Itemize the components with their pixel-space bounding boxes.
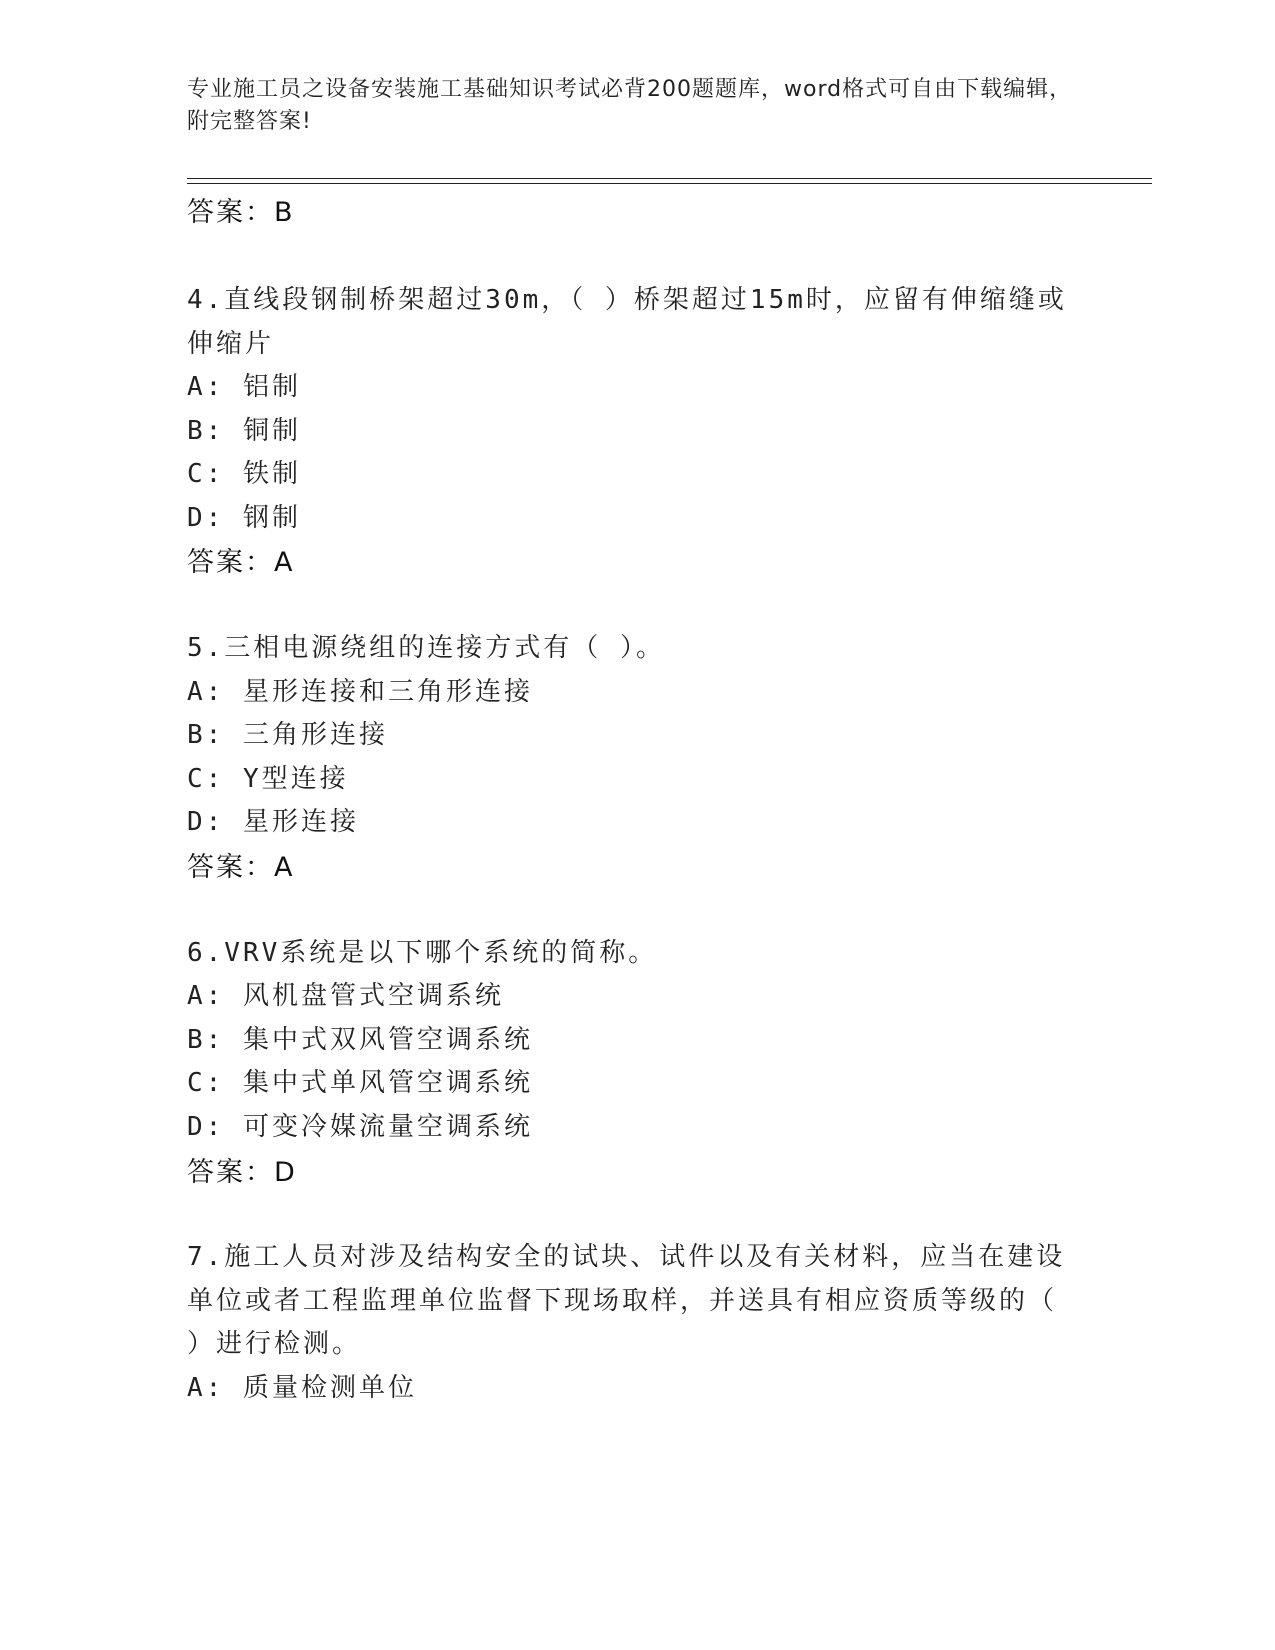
- option-line: D: 星形连接: [187, 807, 359, 837]
- answer-line: 答案：B: [187, 197, 295, 228]
- question-line: 6.VRV系统是以下哪个系统的简称。: [187, 938, 658, 968]
- answer-line: 答案：A: [187, 547, 295, 578]
- option-line: B: 铜制: [187, 416, 301, 446]
- option-line: D: 钢制: [187, 503, 301, 533]
- question-line: 7.施工人员对涉及结构安全的试块、试件以及有关材料，应当在建设: [187, 1242, 1066, 1272]
- question-line: 5.三相电源绕组的连接方式有（ ）。: [187, 633, 665, 663]
- option-line: A: 铝制: [187, 372, 301, 402]
- option-line: D: 可变冷媒流量空调系统: [187, 1112, 533, 1142]
- option-line: B: 集中式双风管空调系统: [187, 1025, 533, 1055]
- option-line: C: Y型连接: [187, 764, 349, 794]
- answer-line: 答案：A: [187, 852, 295, 883]
- header-divider-bottom: [187, 183, 1152, 184]
- question-line: ）进行检测。: [187, 1329, 362, 1359]
- option-line: B: 三角形连接: [187, 720, 388, 750]
- option-line: A: 风机盘管式空调系统: [187, 981, 504, 1011]
- page-header: 专业施工员之设备安装施工基础知识考试必背200题题库，word格式可自由下载编辑，附完整答案!: [187, 77, 1073, 134]
- header-divider-top: [187, 178, 1152, 179]
- answer-line: 答案：D: [187, 1157, 297, 1188]
- question-line: 4.直线段钢制桥架超过30m，（ ）桥架超过15m时，应留有伸缩缝或: [187, 285, 1067, 315]
- question-line: 单位或者工程监理单位监督下现场取样，并送具有相应资质等级的（: [187, 1286, 1058, 1316]
- option-line: A: 星形连接和三角形连接: [187, 677, 533, 707]
- option-line: A: 质量检测单位: [187, 1373, 417, 1403]
- option-line: C: 铁制: [187, 459, 301, 489]
- question-line: 伸缩片: [187, 329, 275, 359]
- option-line: C: 集中式单风管空调系统: [187, 1068, 533, 1098]
